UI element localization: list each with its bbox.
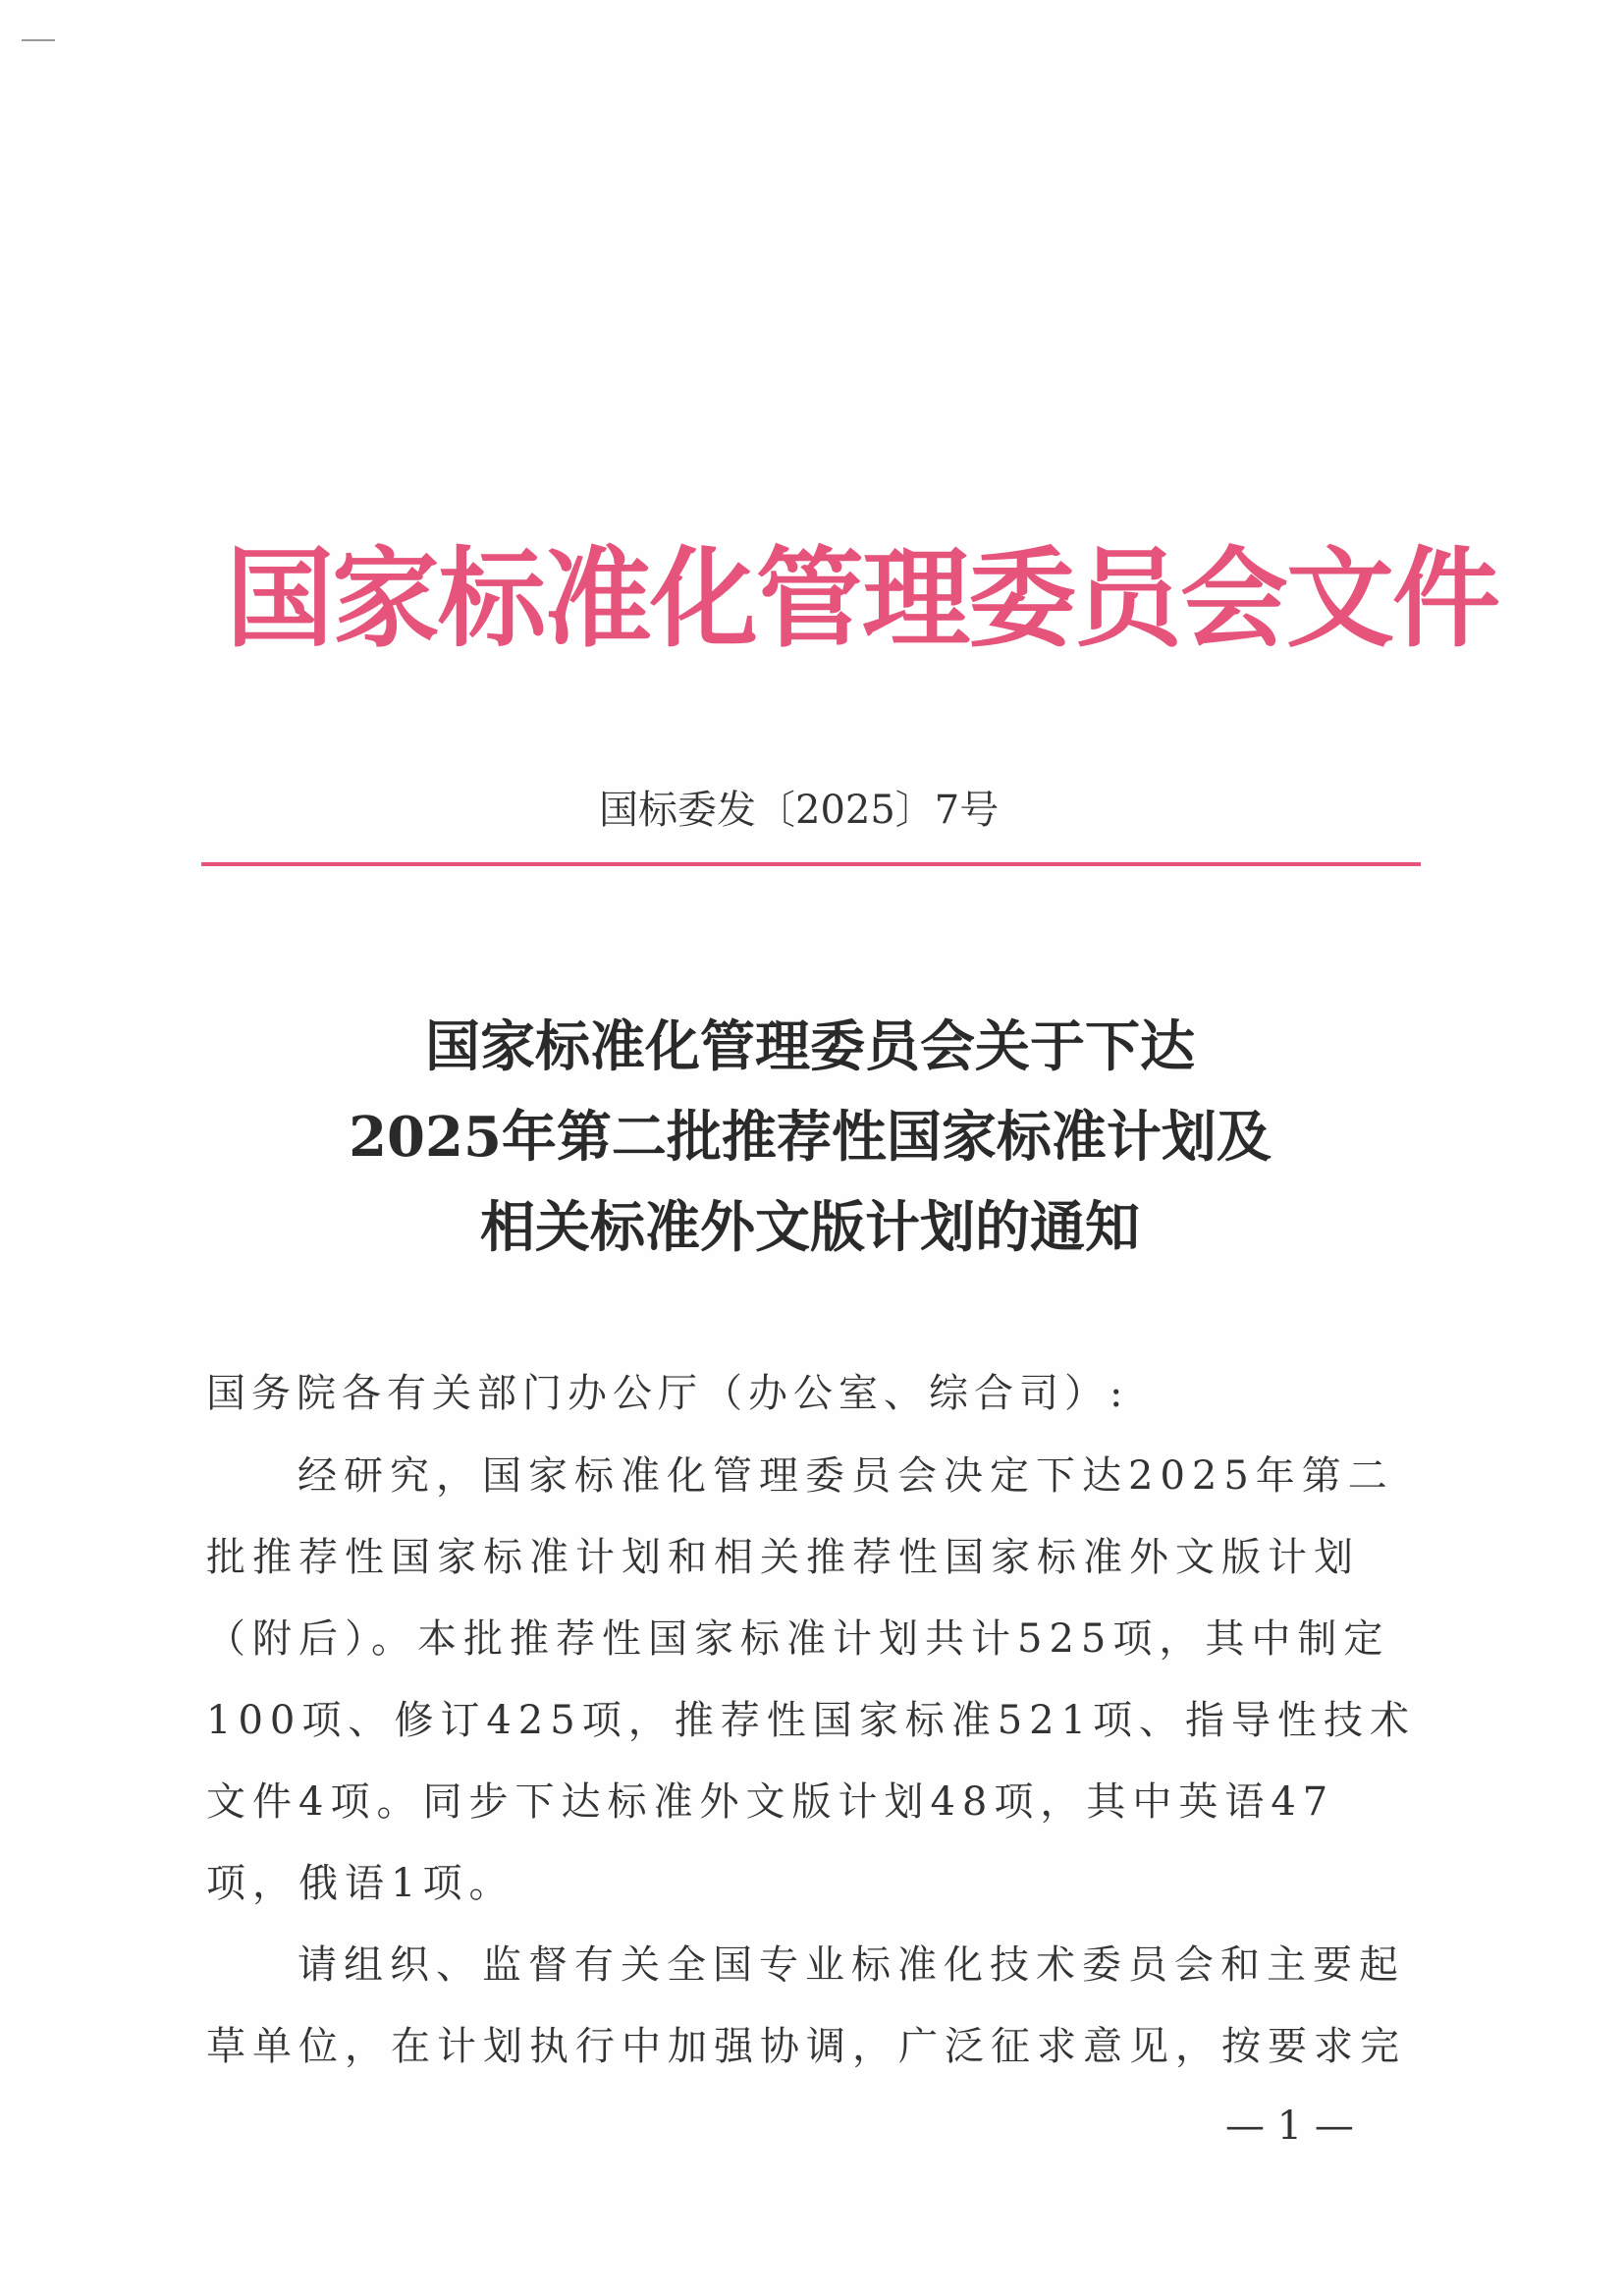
paragraph-line: （附后）。本批推荐性国家标准计划共计525项，其中制定 bbox=[206, 1616, 1390, 1662]
page-number: — 1 — bbox=[1225, 2104, 1354, 2149]
paragraph-line: 请组织、监督有关全国专业标准化技术委员会和主要起 bbox=[298, 1942, 1405, 1988]
title-line-1: 国家标准化管理委员会关于下达 bbox=[425, 1014, 1195, 1079]
title-line-2: 2025年第二批推荐性国家标准计划及 bbox=[349, 1105, 1271, 1170]
paragraph-line: 批推荐性国家标准计划和相关推荐性国家标准外文版计划 bbox=[206, 1535, 1360, 1580]
paragraph-line: 草单位，在计划执行中加强协调，广泛征求意见，按要求完 bbox=[206, 2024, 1406, 2069]
paragraph-line: 文件4项。同步下达标准外文版计划48项，其中英语47 bbox=[206, 1779, 1335, 1825]
title-line-3: 相关标准外文版计划的通知 bbox=[480, 1195, 1140, 1260]
paragraph-2 bbox=[206, 1925, 1424, 2088]
document-number: 国标委发〔2025〕7号 bbox=[599, 788, 1000, 833]
scan-mark bbox=[22, 39, 55, 41]
document-title bbox=[196, 1002, 1424, 1273]
paragraph-1 bbox=[206, 1436, 1424, 1925]
paragraph-line: 经研究，国家标准化管理委员会决定下达2025年第二 bbox=[298, 1453, 1394, 1499]
red-divider-line bbox=[201, 862, 1421, 866]
paragraph-line: 100项、修订425项，推荐性国家标准521项、指导性技术 bbox=[206, 1698, 1417, 1743]
salutation: 国务院各有关部门办公厅（办公室、综合司）: bbox=[206, 1371, 1129, 1416]
masthead: 国家标准化管理委员会文件 bbox=[226, 536, 1498, 662]
paragraph-line: 项，俄语1项。 bbox=[206, 1861, 515, 1906]
